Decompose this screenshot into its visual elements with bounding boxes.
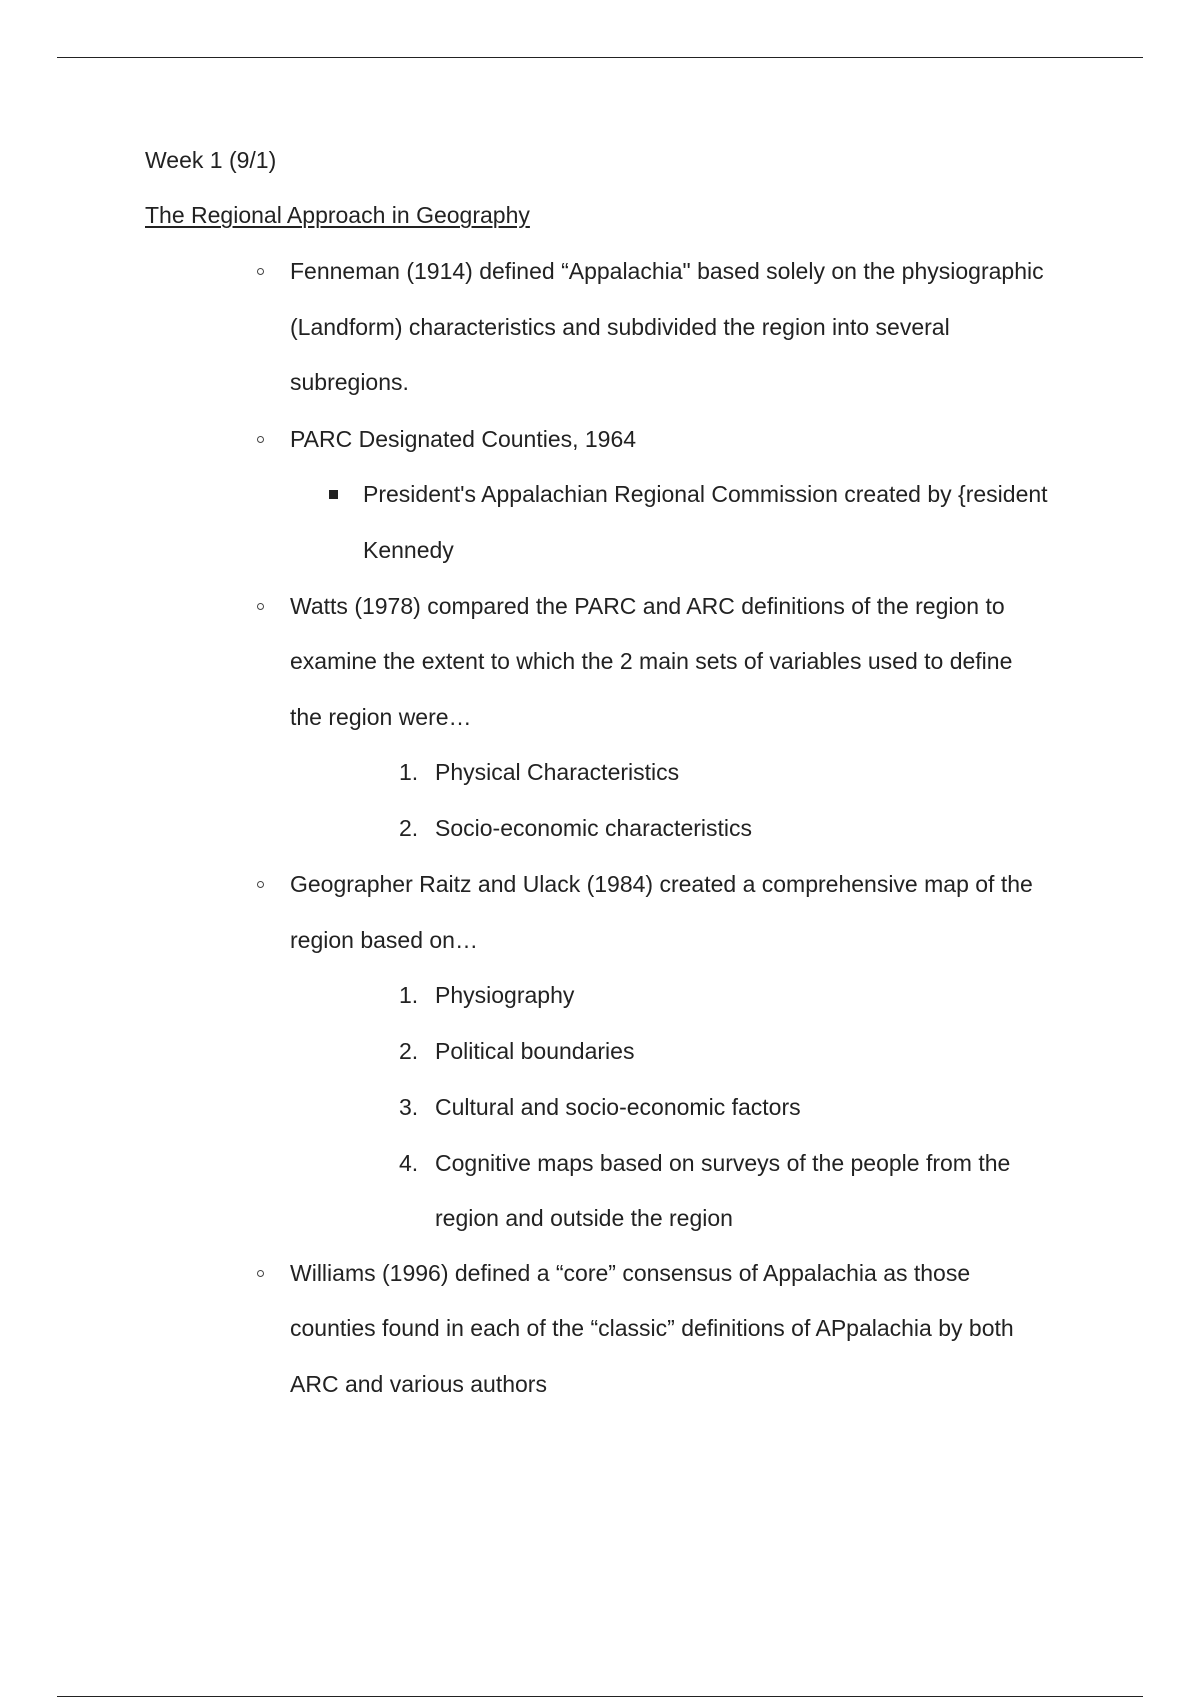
numbered-item-line: Cultural and socio-economic factors bbox=[435, 1094, 801, 1120]
hollow-bullet-icon bbox=[257, 881, 264, 888]
list-item-line: (Landform) characteristics and subdivided the region into several bbox=[290, 314, 950, 340]
sub-list-item-line: Kennedy bbox=[363, 537, 454, 563]
numbered-item-line: Socio-economic characteristics bbox=[435, 815, 753, 841]
list-item-line: counties found in each of the “classic” definitions of APpalachia by both bbox=[290, 1315, 1014, 1341]
item-number: 2. bbox=[399, 1038, 419, 1064]
list-item-line: PARC Designated Counties, 1964 bbox=[290, 426, 637, 452]
item-number: 4. bbox=[399, 1150, 419, 1176]
top-rule bbox=[57, 57, 1143, 58]
list-item-line: region based on… bbox=[290, 927, 478, 953]
list-item-line: the region were… bbox=[290, 704, 472, 730]
list-item-line: subregions. bbox=[290, 369, 409, 395]
hollow-bullet-icon bbox=[257, 268, 264, 275]
hollow-bullet-icon bbox=[257, 1270, 264, 1277]
item-number: 2. bbox=[399, 815, 419, 841]
numbered-item-line: Physical Characteristics bbox=[435, 759, 680, 785]
list-item-line: Geographer Raitz and Ulack (1984) created a comprehensive map of the bbox=[290, 871, 1033, 897]
numbered-item-line: Cognitive maps based on surveys of the people from the bbox=[435, 1150, 1011, 1176]
item-number: 1. bbox=[399, 759, 419, 785]
hollow-bullet-icon bbox=[257, 603, 264, 610]
hollow-bullet-icon bbox=[257, 436, 264, 443]
list-item-line: examine the extent to which the 2 main sets of variables used to define bbox=[290, 648, 1013, 674]
item-number: 1. bbox=[399, 982, 419, 1008]
list-item-line: ARC and various authors bbox=[290, 1371, 547, 1397]
item-number: 3. bbox=[399, 1094, 419, 1120]
section-title: The Regional Approach in Geography bbox=[145, 202, 530, 228]
square-bullet-icon bbox=[329, 490, 338, 499]
numbered-item-line: Physiography bbox=[435, 982, 575, 1008]
sub-list-item-line: President's Appalachian Regional Commission created by {resident bbox=[363, 481, 1048, 507]
numbered-item-line: Political boundaries bbox=[435, 1038, 635, 1064]
numbered-item-line: region and outside the region bbox=[435, 1205, 733, 1231]
list-item-line: Fenneman (1914) defined “Appalachia" based solely on the physiographic bbox=[290, 258, 1044, 284]
list-item-line: Williams (1996) defined a “core” consensus of Appalachia as those bbox=[290, 1260, 971, 1286]
week-label: Week 1 (9/1) bbox=[145, 147, 277, 173]
bottom-rule bbox=[57, 1696, 1143, 1697]
list-item-line: Watts (1978) compared the PARC and ARC definitions of the region to bbox=[290, 593, 1005, 619]
